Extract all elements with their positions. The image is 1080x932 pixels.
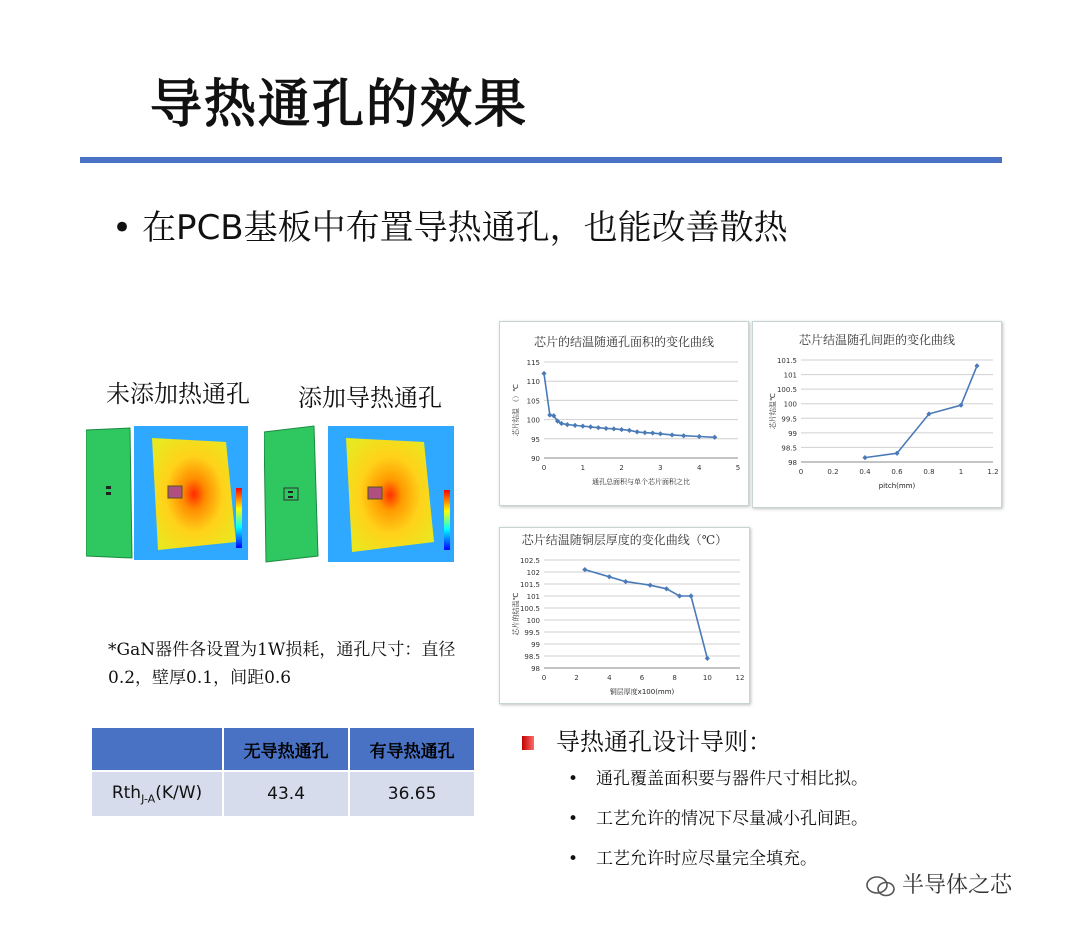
data-point xyxy=(607,574,612,579)
data-point xyxy=(862,455,867,460)
y-tick-label: 100.5 xyxy=(776,386,797,395)
x-tick-label: 4 xyxy=(607,674,612,682)
rth-unit: (K/W) xyxy=(155,782,203,803)
x-tick-label: 4 xyxy=(696,464,702,472)
chart-copper-thickness-svg xyxy=(500,528,749,703)
y-tick-label: 95 xyxy=(531,435,540,444)
chart-pitch-svg xyxy=(753,322,1001,507)
x-tick-label: 1 xyxy=(958,468,964,476)
data-point xyxy=(648,583,653,588)
x-tick-label: 0 xyxy=(798,468,804,476)
y-tick-label: 101 xyxy=(526,593,540,601)
chart-via-area-svg xyxy=(500,322,748,505)
y-tick-label: 98.5 xyxy=(781,444,797,453)
x-tick-label: 1.2 xyxy=(987,468,999,476)
data-point xyxy=(547,412,552,417)
x-tick-label: 5 xyxy=(735,464,741,472)
x-tick-label: 10 xyxy=(702,674,712,682)
chart-pitch xyxy=(752,321,1002,508)
y-tick-label: 115 xyxy=(526,359,540,367)
x-tick-label: 2 xyxy=(619,464,624,472)
data-point xyxy=(974,363,979,368)
y-tick-label: 100 xyxy=(783,400,797,409)
list-item xyxy=(568,844,817,869)
x-axis-label: 铜层厚度x100(mm) xyxy=(609,688,675,696)
y-tick-label: 99.5 xyxy=(781,415,797,424)
y-tick-label: 105 xyxy=(526,397,540,406)
data-point xyxy=(658,431,663,436)
main-bullet xyxy=(112,200,788,249)
data-point xyxy=(619,427,624,432)
y-tick-label: 98 xyxy=(788,459,797,467)
table-row xyxy=(92,771,474,816)
y-tick-label: 98 xyxy=(531,665,540,673)
x-axis-label: 通孔总面积与单个芯片面积之比 xyxy=(592,478,690,486)
y-axis-label: 芯片的结温℃ xyxy=(512,592,520,636)
x-tick-label: 0.4 xyxy=(859,468,871,476)
red-square-icon xyxy=(522,736,534,750)
simulation-note: *GaN器件各设置为1W损耗，通孔尺寸：直径0.2，壁厚0.1，间距0.6 xyxy=(108,640,456,688)
guideline-text: 通孔覆盖面积要与器件尺寸相比拟。 xyxy=(596,769,868,789)
series-line xyxy=(544,374,715,438)
x-tick-label: 0.6 xyxy=(891,468,903,476)
data-point xyxy=(588,424,593,429)
slide-title: 导热通孔的效果 xyxy=(150,75,529,135)
x-tick-label: 0.8 xyxy=(923,468,935,476)
data-point xyxy=(642,430,647,435)
rth-table xyxy=(92,728,474,816)
rth-value-no-vias: 43.4 xyxy=(223,771,349,816)
list-item xyxy=(568,764,868,789)
rth-symbol: Rth xyxy=(111,782,142,803)
watermark-text: 半导体之芯 xyxy=(902,873,1013,898)
guideline-text: 工艺允许时应尽量完全填充。 xyxy=(596,849,817,869)
y-tick-label: 99 xyxy=(531,641,540,649)
y-tick-label: 102.5 xyxy=(519,557,540,565)
y-tick-label: 101 xyxy=(783,371,797,380)
table-header-no-vias: 无导热通孔 xyxy=(223,728,349,771)
y-tick-label: 100 xyxy=(526,617,540,625)
data-point xyxy=(688,593,693,598)
x-tick-label: 0.2 xyxy=(827,468,839,476)
data-point xyxy=(611,426,616,431)
bullet-dot-icon: • xyxy=(568,849,579,869)
data-point xyxy=(603,426,608,431)
chart-copper-thickness xyxy=(499,527,750,704)
guideline-text: 工艺允许的情况下尽量减小孔间距。 xyxy=(596,809,868,829)
rth-subscript: J-A xyxy=(141,792,156,806)
main-bullet-text: 在PCB基板中布置导热通孔，也能改善散热 xyxy=(142,208,788,248)
guidelines-heading-text: 导热通孔设计导则： xyxy=(556,728,772,756)
y-tick-label: 100.5 xyxy=(519,605,540,613)
x-tick-label: 0 xyxy=(541,464,547,472)
y-tick-label: 90 xyxy=(531,455,540,463)
simulation-without-vias xyxy=(86,424,248,562)
data-point xyxy=(635,429,640,434)
bullet-dot-icon: • xyxy=(112,208,133,248)
data-point xyxy=(572,423,577,428)
y-tick-label: 99 xyxy=(788,429,797,438)
x-tick-label: 0 xyxy=(541,674,547,682)
y-tick-label: 98.5 xyxy=(524,653,540,661)
data-point xyxy=(669,432,674,437)
data-point xyxy=(582,567,587,572)
table-header-empty xyxy=(92,728,223,771)
data-point xyxy=(627,428,632,433)
x-tick-label: 8 xyxy=(672,674,677,682)
watermark xyxy=(866,868,1012,899)
x-tick-label: 2 xyxy=(574,674,579,682)
chart-title: 芯片的结温随通孔面积的变化曲线 xyxy=(533,335,715,349)
bullet-dot-icon: • xyxy=(568,769,579,789)
data-point xyxy=(580,424,585,429)
x-axis-label: pitch(mm) xyxy=(878,482,916,490)
x-tick-label: 6 xyxy=(639,674,645,682)
guidelines-heading xyxy=(522,722,772,757)
label-without-vias: 未添加热通孔 xyxy=(106,380,250,408)
data-point xyxy=(650,430,655,435)
y-axis-label: 芯片结温℃ xyxy=(769,393,777,429)
wechat-icon xyxy=(866,875,896,897)
y-axis-label: 芯片结温 （）℃ xyxy=(512,383,520,437)
y-tick-label: 99.5 xyxy=(524,629,540,637)
rth-value-with-vias: 36.65 xyxy=(349,771,474,816)
chart-title: 芯片结温随铜层厚度的变化曲线（℃） xyxy=(521,533,728,547)
x-tick-label: 12 xyxy=(735,674,745,682)
chart-via-area xyxy=(499,321,749,506)
y-tick-label: 110 xyxy=(526,378,540,387)
bullet-dot-icon: • xyxy=(568,809,579,829)
label-with-vias: 添加导热通孔 xyxy=(298,384,442,412)
data-point xyxy=(681,433,686,438)
x-tick-label: 1 xyxy=(580,464,586,472)
chart-title: 芯片结温随孔间距的变化曲线 xyxy=(798,333,956,347)
x-tick-label: 3 xyxy=(658,464,663,472)
y-tick-label: 101.5 xyxy=(519,581,540,589)
y-tick-label: 102 xyxy=(526,569,540,577)
series-line xyxy=(865,366,977,458)
table-header-with-vias: 有导热通孔 xyxy=(349,728,474,771)
list-item xyxy=(568,804,868,829)
title-divider xyxy=(80,157,1002,163)
data-point xyxy=(541,371,546,376)
data-point xyxy=(705,656,710,661)
data-point xyxy=(596,425,601,430)
table-header-row xyxy=(92,728,474,771)
data-point xyxy=(623,579,628,584)
y-tick-label: 100 xyxy=(526,416,540,425)
row-label-rth xyxy=(92,771,223,816)
y-tick-label: 101.5 xyxy=(776,357,797,365)
simulation-with-vias xyxy=(264,424,456,564)
data-point xyxy=(565,422,570,427)
series-line xyxy=(585,570,708,659)
